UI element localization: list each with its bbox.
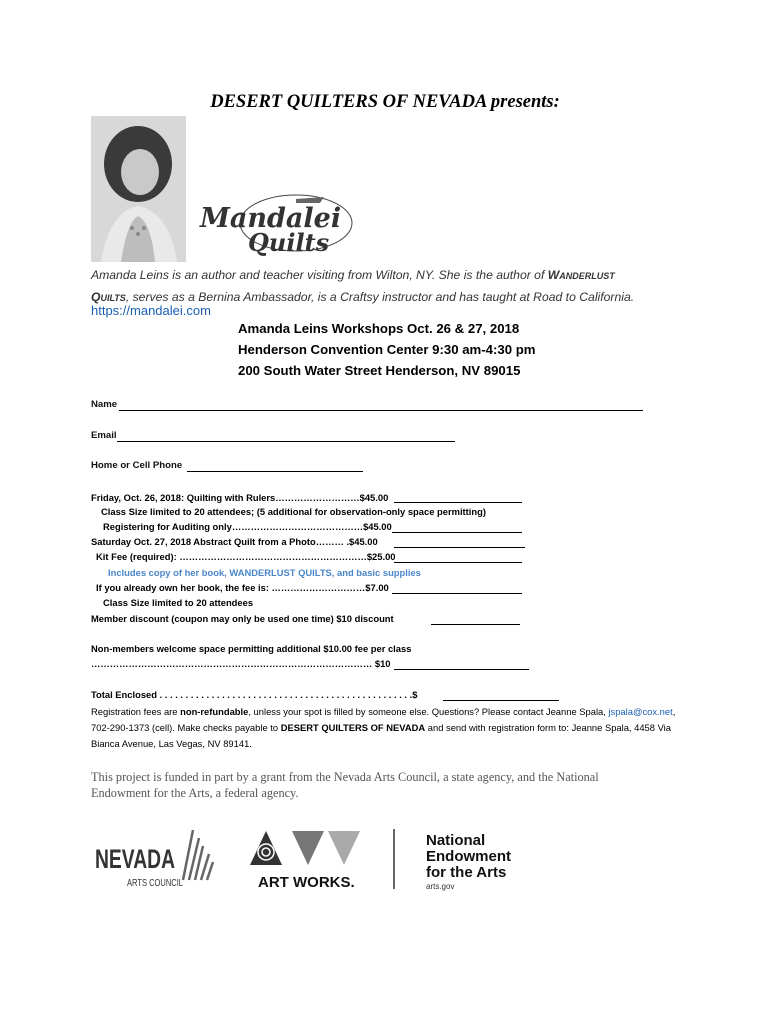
workshop-address: 200 South Water Street Henderson, NV 89015 (238, 363, 521, 378)
name-field[interactable] (119, 410, 643, 411)
kit-fee: Kit Fee (required): ……………………………………………………$25.00 (96, 551, 396, 562)
total-amount-field[interactable] (443, 700, 559, 701)
member-discount: Member discount (coupon may only be used one time) $10 discount (91, 613, 394, 624)
member-discount-field[interactable] (431, 624, 520, 625)
class-size-note: Class Size limited to 20 attendees (103, 597, 254, 608)
svg-text:National: National (426, 832, 486, 849)
auditing-fee: Registering for Auditing only……………………………………$45.00 (103, 521, 392, 532)
kit-amount-field[interactable] (394, 562, 522, 563)
author-bio: Amanda Leins is an author and teacher visiting from Wilton, NY. She is the author of Wanderlust Quilts, serves as a Bernina Ambassador, is a Craftsy instructor and has taught at Road to California. (91, 268, 635, 304)
kit-fee-note: Includes copy of her book, WANDERLUST QUILTS, and basic supplies (108, 567, 421, 578)
total-enclosed: Total Enclosed . . . . . . . . . . . . . . . . . . . . . . . . . . . . . . . . . . . . . . . . . . . . . . . . .$ (91, 689, 418, 700)
phone-label: Home or Cell Phone (91, 460, 183, 471)
svg-text:Mandalei: Mandalei (200, 203, 342, 234)
email-field[interactable] (117, 441, 455, 442)
svg-text:Quilts: Quilts (248, 228, 330, 257)
email-label: Email (91, 430, 117, 441)
workshop-venue: Henderson Convention Center 9:30 am-4:30 pm (238, 342, 536, 357)
svg-text:for the Arts: for the Arts (426, 864, 507, 881)
own-book-fee: If you already own her book, the fee is: …………………………$7.00 (96, 582, 389, 593)
registration-info: Registration fees are non-refundable, unless your spot is filled by someone else. Questions? Please contact Jeanne Spala, jspala@cox.net, 702-290-1373 (cell). Make checks payable to DESERT QUILTERS OF NEVADA and send with registration form to: Jeanne Spala, 4458 Via Bianca Avenue, Las Vegas, NV 89141. (91, 706, 676, 749)
author-photo (91, 116, 186, 262)
name-label: Name (91, 399, 118, 410)
auditing-amount-field[interactable] (392, 532, 522, 533)
svg-text:Endowment: Endowment (426, 848, 511, 865)
contact-email-link[interactable]: jspala@cox.net (608, 706, 673, 717)
page-title: DESERT QUILTERS OF NEVADA presents: (210, 92, 560, 112)
svg-text:arts.gov: arts.gov (426, 882, 455, 891)
workshop-dates: Amanda Leins Workshops Oct. 26 & 27, 2018 (238, 321, 520, 336)
nea-art-works-logo (248, 825, 528, 893)
phone-field[interactable] (187, 471, 363, 472)
own-book-amount-field[interactable] (392, 593, 522, 594)
mandalei-quilts-logo (196, 193, 356, 258)
svg-text:ARTS COUNCIL: ARTS COUNCIL (127, 878, 184, 889)
svg-text:NEVADA: NEVADA (95, 844, 175, 874)
nevada-arts-council-logo (95, 818, 225, 896)
saturday-class-fee: Saturday Oct. 27, 2018 Abstract Quilt from a Photo……… .$45.00 (91, 536, 378, 547)
friday-class-fee: Friday, Oct. 26, 2018: Quilting with Rulers………………………$45.00 (91, 492, 389, 503)
friday-class-note: Class Size limited to 20 attendees; (5 additional for observation-only space permitting) (101, 506, 486, 517)
nonmember-amount-field[interactable] (394, 669, 529, 670)
saturday-amount-field[interactable] (394, 547, 525, 548)
funding-statement: This project is funded in part by a grant from the Nevada Arts Council, a state agency, and the National Endowment for the Arts, a federal agency. (91, 770, 599, 800)
svg-text:ART WORKS.: ART WORKS. (258, 874, 355, 891)
website-link[interactable]: https://mandalei.com (91, 303, 211, 318)
nonmember-note: Non-members welcome space permitting additional $10.00 fee per class (91, 643, 412, 654)
friday-amount-field[interactable] (394, 502, 522, 503)
nonmember-fee: ……………………………………………………………………………… $10 (91, 658, 391, 669)
